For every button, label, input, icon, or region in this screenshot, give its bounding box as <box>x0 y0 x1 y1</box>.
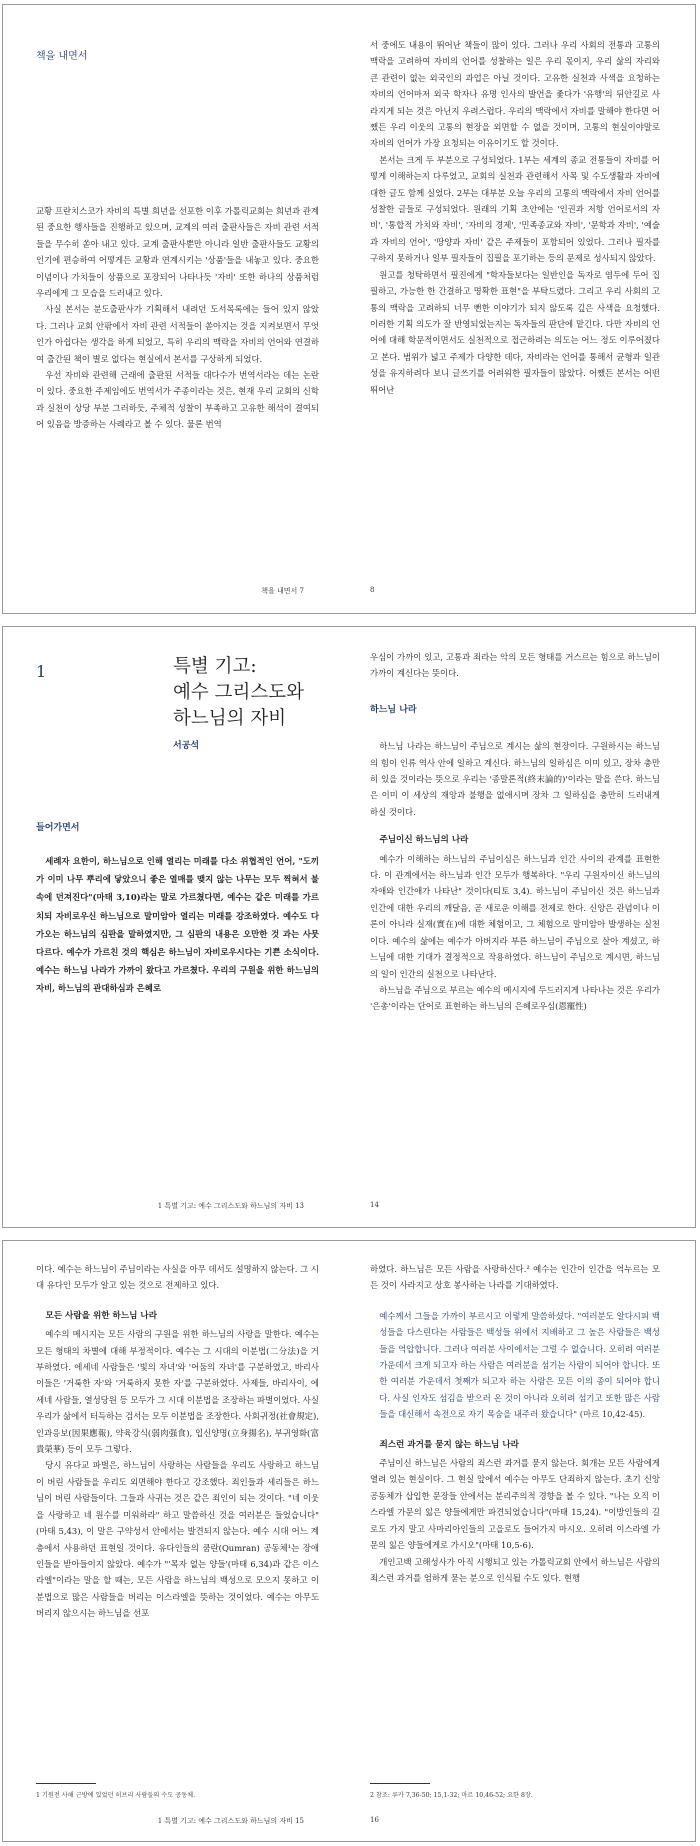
folio: 16 <box>370 1816 379 1824</box>
body-text <box>370 1261 660 1586</box>
subsection-heading: 주님이신 하느님의 나라 <box>379 835 469 846</box>
paragraph: 서 중에도 내용이 뛰어난 책들이 많이 있다. 그러나 우리 사회의 전통과 고통의 맥락을 고려하여 자비의 언어를 성찰하는 일은 우리 몫이지, 우리 삶의 자리와 큰 관련이 없는 외국인의 과업은 아닐 것이다. 고유한 실천과 사색을 요청하는 자비의 언어마저 외국 학자나 유명 인사의 발언을 좇다가 '유행'의 뒤안길로 사라지게 되는 것은 아닌지 우려스럽다. 우리의 맥락에서 자비를 말해야 한다면 어쨌든 우리 이웃의 고통의 현장을 외면할 수 없을 것이며, 고통의 현실이야말로 자비의 언어가 가장 요청되는 이유이기도 할 것이다. <box>370 40 660 149</box>
folio: 책을 내면서 7 <box>261 587 304 595</box>
section-heading: 하느님 나라 <box>370 704 417 715</box>
folio: 14 <box>370 1201 379 1209</box>
chapter-title-line: 하느님의 자비 <box>173 708 287 729</box>
page-13 <box>3 627 350 1227</box>
body-text <box>36 203 319 433</box>
footnote-rule <box>36 1783 96 1784</box>
folio: 1 특별 기고: 예수 그리스도와 하느님의 자비 13 <box>157 1202 304 1210</box>
paragraph: 예수가 이해하는 하느님의 주님이심은 하느님과 인간 사이의 관계를 표현한다. 이 관계에서는 하느님과 인간 모두가 행복하다. "우리 구원자이신 하느님의 자애와 인간애가 나타난" 것이다(티토 3,4). 하느님이 주님이신 것은 하느님과 인간에 대한 우리의 깨달음, 곧 새로운 이해를 전제로 한다. 신앙은 관념이나 이론이 아니라 실재(實在)에 대한 체험이고, 그 체험으로 말미암아 발생하는 실천이다. 예수의 삶에는 예수가 아버지라 부른 하느님이 주님으로 살아 계셨고, 하느님에 대한 기대가 결정적으로 작용하였다. 하느님이 주님으로 계시면, 하느님의 일이 인간의 실천으로 나타난다. <box>370 853 660 979</box>
paragraph: 사실 본서는 분도출판사가 기획해서 내려던 도서목록에는 들어 있지 않았다. 그러나 교회 안팎에서 자비 관련 서적들이 쏟아지는 것을 지켜보면서 무엇인가 아쉽다는 생각을 하게 되었고, 특히 우리의 맥락을 자비의 언어와 연결하여 출간된 책이 별로 없다는 현실에서 본서를 구상하게 되었다. <box>36 304 319 364</box>
page-7 <box>3 5 350 613</box>
paragraph: 원고를 청탁하면서 필진에게 "학자들보다는 일반인을 독자로 염두에 두어 집필하고, 가능한 한 간결하고 명확한 표현"을 부탁드렸다. 그리고 우리 사회의 고통의 맥락을 고려하되 너무 뻔한 이야기가 되지 않도록 깊은 사색을 요청했다. 이러한 기획 의도가 잘 반영되었는지는 독자들의 판단에 맡긴다. 다만 자비의 언어에 대해 학문적이면서도 실천적으로 접근하려는 의도는 어느 정도 이루어졌다고 본다. 범위가 넓고 주제가 다양한 데다, 자비라는 언어를 통해서 균형과 일관성을 유지하려다 보니 글쓰기를 어려워한 필자들이 많았다. 어쨌든 본서는 어떤 뛰어난 <box>370 269 660 395</box>
paragraph: 세례자 요한이, 하느님으로 인해 열리는 미래를 다소 위협적인 언어, "도끼가 이미 나무 뿌리에 닿았으니 좋은 열매를 맺지 않는 나무는 모두 찍혀서 불 속에 던져진다"(마태 3,10)라는 말로 가르쳤다면, 예수는 같은 미래를 가르치되 자비로우신 하느님으로 말미암아 열리는 미래를 강조하였다. 예수도 다가오는 하느님의 심판을 말하였지만, 그 심판의 내용은 오만한 것 과는 사뭇 다르다. 예수가 가르친 것의 핵심은 하느님이 자비로우시다는 기쁜 소식이다. 예수는 하느님 나라가 가까이 왔다고 가르쳤다. 우리의 구원을 위한 하느님의 자비, 하느님의 관대하심과 은혜로 <box>36 856 319 994</box>
paragraph: 우선 자비와 관련해 근래에 출판된 서적들 대다수가 번역서라는 데는 논란이 있다. 중요한 주제임에도 번역서가 주종이라는 것은, 현재 우리 교회의 신학과 실천이 상당 부분 그러하듯, 주체적 성찰이 부족하고 고유한 해석이 결여되어 있음을 방증하는 사례라고 볼 수 있다. 물론 번역 <box>36 370 319 430</box>
author: 서공석 <box>173 741 200 751</box>
chapter-title <box>173 654 304 732</box>
paragraph: 하느님 나라는 하느님이 주님으로 계시는 삶의 현장이다. 구원하시는 하느님의 힘이 인류 역사 안에 일하고 계신다. 하느님의 일하심은 이미 있고, 장차 충만히 있을 것이라는 뜻으로 우리는 '종말론적(終末論的)'이라는 말을 쓴다. 하느님은 이미 이 세상의 재앙과 불행을 없애시며 장차 그 일하심을 충만히 드러내게 하실 것이다. <box>370 741 660 817</box>
chapter-title-line: 예수 그리스도와 <box>173 682 304 703</box>
subsection-heading: 죄스런 과거를 묻지 않는 하느님 나라 <box>379 1439 519 1450</box>
footnote: 2 참조: 루카 7,36-50; 15,1-32; 마르 10,46-52; 요한 8장. <box>370 1792 533 1799</box>
page-16 <box>350 1241 697 1841</box>
footnote-rule <box>370 1783 430 1784</box>
body-text <box>370 37 660 398</box>
book-spread-preface <box>2 4 696 614</box>
page-15 <box>3 1241 350 1841</box>
running-head: 책을 내면서 <box>36 51 88 62</box>
paragraph: 이다. 예수는 하느님이 주님이라는 사실을 아무 데서도 설명하지 않는다. 그 시대 유다인 모두가 알고 있는 것으로 전제하고 있다. <box>36 1264 319 1291</box>
folio: 8 <box>370 586 375 594</box>
paragraph: 개인고백 고해성사가 아직 시행되고 있는 가톨릭교회 안에서 하느님은 사람의 죄스런 과거를 엄하게 묻는 분으로 인식될 수도 있다. 현행 <box>370 1556 660 1583</box>
quote-text: 예수께서 그들을 가까이 부르시고 이렇게 말씀하셨다. "여러분도 알다시피 백성들을 다스린다는 사람들은 백성들 위에서 지배하고 그 높은 사람들은 백성들을 억압합니다. 그러나 여러분 사이에서는 그럴 수 없습니다. 오히려 여러분 가운데서 크게 되고자 하는 사람은 여러분을 섬기는 사람이 되어야 합니다. 또한 여러분 가운데서 첫째가 되고자 하는 사람은 모든 이의 종이 되어야 합니다. 사실 인자도 섬김을 받으러 온 것이 아니라 오히려 섬기고 또한 많은 사람들을 대신해서 속전으로 자기 목숨을 내주러 왔습니다" <box>379 1310 660 1420</box>
page-8 <box>350 5 697 613</box>
body-text <box>370 649 660 1015</box>
body-text <box>36 1261 319 1622</box>
paragraph: 당시 유다교 파벌은, 하느님이 사랑하는 사람들을 우리도 사랑하고 하느님이 버린 사람들을 우리도 외면해야 한다고 강조했다. 죄인들과 세리들은 하느님이 버린 사람들이다. 그들과 사귀는 것은 같은 죄인이 되는 것이다. "네 이웃을 사랑하고 네 원수를 미워하라" 하고 말씀하신 것을 여러분은 들었습니다"(마태 5,43), 이 말은 구약성서 안에서는 발견되지 않는다. 예수 시대 어느 계층에서 사용하던 표현일 것이다. 유다인들의 쿰란(Qumran) 공동체¹는 장애인들을 받아들이지 않았다. 예수가 "'목자 없는 양들'(마태 6,34)과 같은 이스라엘"이라는 말을 할 때는, 모든 사람을 하느님의 백성으로 모으지 못하고 이분법으로 많은 사람들을 버리는 이스라엘을 뜻하는 것이었다. 예수는 아무도 버리지 않으시는 하느님을 선포 <box>36 1460 319 1619</box>
paragraph: 하였다. 하느님은 모든 사람을 사랑하신다.² 예수는 인간이 인간을 억누르는 모든 것이 사라지고 상호 봉사하는 나라를 기대하였다. <box>370 1264 660 1291</box>
book-spread-chapter-1 <box>2 626 696 1228</box>
chapter-title-line: 특별 기고: <box>173 656 257 677</box>
paragraph: 주님이신 하느님은 사람의 죄스런 과거를 묻지 않는다. 회개는 모든 사람에게 열려 있는 현실이다. 그 현실 앞에서 예수는 아무도 단죄하지 않는다. 초기 신앙 공동체가 삽입한 문장들 안에서는 분리주의적 경향을 볼 수 있다. "나는 오직 이스라엘 가문의 잃은 양들에게만 파견되었습니다"(마태 15,24). "이방인들의 길로도 가지 말고 사마리아인들의 고을로도 들어가지 마시오. 오히려 이스라엘 가문의 잃은 양들에게로 가시오"(마태 10,5-6). <box>370 1458 660 1551</box>
paragraph: 본서는 크게 두 부분으로 구성되었다. 1부는 세계의 종교 전통들이 자비를 어떻게 이해하는지 다루었고, 교회의 실천과 관련해서 사목 및 수도생활과 자비에 대한 글도 함께 실었다. 2부는 대부분 오늘 우리의 고통의 맥락에서 자비 언어를 성찰한 글들로 구성되었다. 원래의 기획 초안에는 '인권과 저항 언어로서의 자비', '통합적 가치와 자비', '자비의 경제', '민족종교와 자비', '문학과 자비', '예술과 자비의 언어', '땅양과 자비' 같은 주제들이 포함되어 있었다. 그러나 필자를 구하지 못하거나 일부 필자들이 집필을 포기하는 등의 문제로 성사되지 않았다. <box>370 154 660 264</box>
paragraph: 교황 프란치스코가 자비의 특별 희년을 선포한 이후 가톨릭교회는 희년과 관계된 중요한 행사들을 진행하고 있으며, 교계의 여러 출판사들은 자비 관련 서적들을 무수히 쏟아 내고 있다. 교계 출판사뿐만 아니라 일반 출판사들도 교황의 인기에 편승하여 어떻게든 교황과 연계시키는 '상품'들을 내놓고 있다. 중요한 이념이나 가치들이 상품으로 포장되어 나타나듯 '자비' 또한 하나의 상품처럼 우리에게 그 모습을 드러내고 있다. <box>36 206 319 299</box>
section-heading: 들어가면서 <box>36 823 80 833</box>
folio: 1 특별 기고: 예수 그리스도와 하느님의 자비 15 <box>157 1817 304 1825</box>
paragraph: 우심이 가까이 있고, 고통과 죄라는 악의 모든 형태를 거스르는 힘으로 하느님이 가까이 계신다는 뜻이다. <box>370 652 660 679</box>
block-quote <box>370 1308 660 1423</box>
book-spread-chapter-1-cont <box>2 1240 696 1842</box>
footnote: 1 기원전 사해 근방에 있었던 히브리 사람들의 수도 공동체. <box>36 1792 196 1799</box>
chapter-number: 1 <box>36 662 47 681</box>
body-text <box>36 852 319 998</box>
quote-reference: (마르 10,42-45). <box>579 1409 646 1420</box>
subsection-heading: 모든 사람을 위한 하느님 나라 <box>45 1310 158 1321</box>
paragraph: 예수의 메시지는 모든 사람의 구원을 위한 하느님의 사랑을 말한다. 예수는 모든 형태의 차별에 대해 부정적이다. 예수는 그 시대의 이분법(二分法)을 거부하였다. 에세네 사람들은 '빛의 자녀'와 '어둠의 자녀'를 구분하였고, 바리사이들은 '거룩한 자'와 '거룩하지 못한 자'를 구분하였다. 사제들, 바리사이, 에세네 사람들, 열성당원 등 모두가 그 시대 이분법을 조장하는 파벌이었다. 사실 우리가 삶에서 터득하는 검서는 모두 이분법을 조장한다. 사회귀정(社會規定), 인과응보(因果應報), 약육강식(弱肉强食), 입신양명(立身揚名), 부귀영화(富貴榮華) 등이 모두 그렇다. <box>36 1329 319 1455</box>
paragraph: 하느님을 주님으로 부르는 예수의 메시지에 두드러지게 나타나는 것은 우리가 '은총'이라는 단어로 표현하는 하느님의 은혜로우심(恩寵性) <box>370 984 660 1012</box>
page-14 <box>350 627 697 1227</box>
